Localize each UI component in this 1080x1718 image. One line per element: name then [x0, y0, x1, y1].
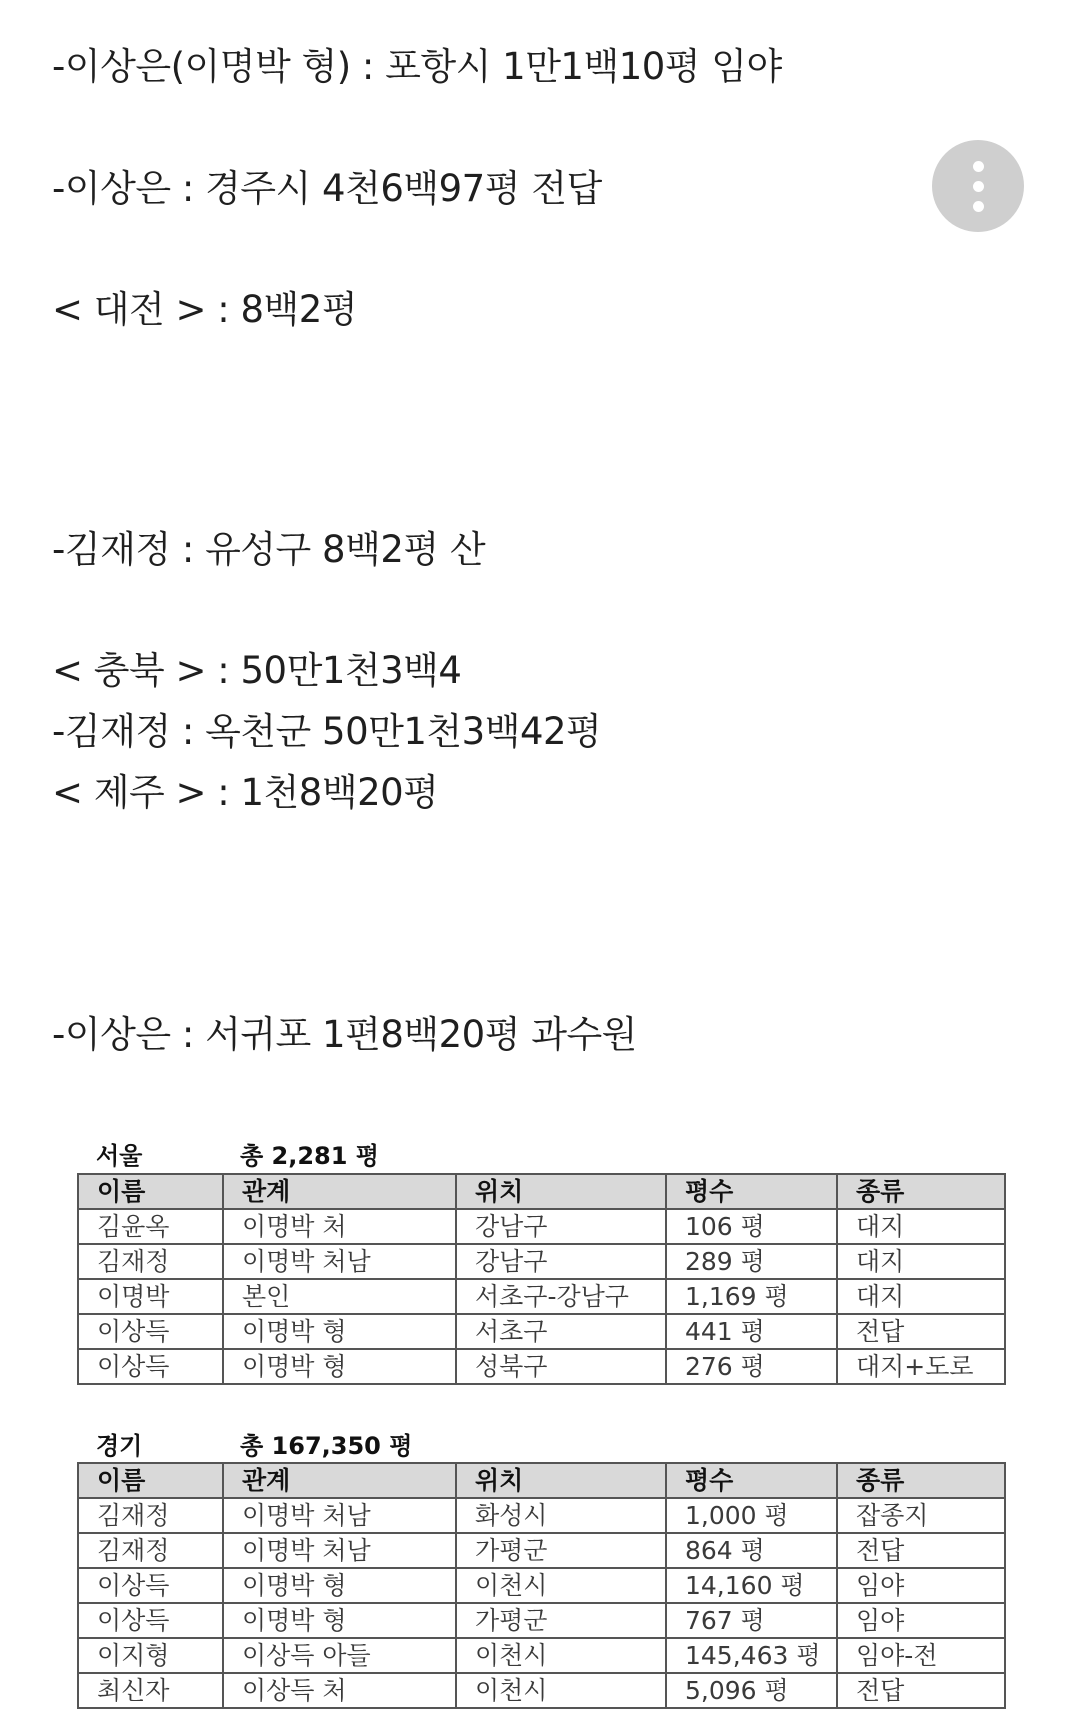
table-gyeonggi-region: 경기 — [96, 1432, 143, 1460]
col-header-area: 평수 — [666, 1463, 837, 1498]
cell-name: 김재정 — [78, 1533, 223, 1568]
table-seoul-region: 서울 — [96, 1142, 143, 1170]
table-header-row — [78, 1174, 1005, 1209]
cell-name: 이상득 — [78, 1349, 223, 1384]
col-header-relation: 관계 — [223, 1463, 456, 1498]
cell-type: 전답 — [837, 1533, 1005, 1568]
cell-area: 14,160 평 — [666, 1568, 837, 1603]
table-row — [78, 1244, 1005, 1279]
cell-area: 1,000 평 — [666, 1498, 837, 1533]
cell-name: 이상득 — [78, 1603, 223, 1638]
text-line-1: -이상은(이명박 형) : 포항시 1만1백10평 임야 — [52, 45, 782, 88]
cell-type: 잡종지 — [837, 1498, 1005, 1533]
cell-location: 화성시 — [456, 1498, 666, 1533]
table-row — [78, 1209, 1005, 1244]
text-line-4: -김재정 : 유성구 8백2평 산 — [52, 528, 486, 571]
cell-location: 이천시 — [456, 1638, 666, 1673]
cell-relation: 본인 — [223, 1279, 456, 1314]
col-header-type: 종류 — [837, 1174, 1005, 1209]
col-header-name: 이름 — [78, 1174, 223, 1209]
more-vertical-icon — [973, 161, 984, 172]
col-header-location: 위치 — [456, 1463, 666, 1498]
table-row — [78, 1349, 1005, 1384]
cell-name: 최신자 — [78, 1673, 223, 1708]
cell-relation: 이명박 형 — [223, 1314, 456, 1349]
table-row — [78, 1279, 1005, 1314]
cell-relation: 이명박 처남 — [223, 1498, 456, 1533]
table-seoul — [77, 1173, 1006, 1385]
table-seoul-header — [96, 1136, 379, 1171]
cell-area: 276 평 — [666, 1349, 837, 1384]
cell-relation: 이명박 형 — [223, 1349, 456, 1384]
cell-location: 강남구 — [456, 1209, 666, 1244]
cell-name: 김윤옥 — [78, 1209, 223, 1244]
cell-type: 임야 — [837, 1603, 1005, 1638]
table-row — [78, 1314, 1005, 1349]
table-seoul-total: 총 2,281 평 — [240, 1142, 379, 1170]
cell-location: 가평군 — [456, 1533, 666, 1568]
cell-area: 106 평 — [666, 1209, 837, 1244]
cell-location: 이천시 — [456, 1673, 666, 1708]
cell-area: 289 평 — [666, 1244, 837, 1279]
cell-relation: 이명박 처 — [223, 1209, 456, 1244]
table-row — [78, 1603, 1005, 1638]
cell-type: 임야-전 — [837, 1638, 1005, 1673]
text-line-8: -이상은 : 서귀포 1편8백20평 과수원 — [52, 1013, 637, 1056]
cell-name: 이상득 — [78, 1314, 223, 1349]
col-header-location: 위치 — [456, 1174, 666, 1209]
text-line-7: < 제주 > : 1천8백20평 — [52, 771, 439, 814]
cell-area: 1,169 평 — [666, 1279, 837, 1314]
cell-name: 이지형 — [78, 1638, 223, 1673]
cell-location: 서초구 — [456, 1314, 666, 1349]
cell-type: 전답 — [837, 1673, 1005, 1708]
cell-type: 임야 — [837, 1568, 1005, 1603]
text-line-3: < 대전 > : 8백2평 — [52, 288, 358, 331]
table-row — [78, 1673, 1005, 1708]
cell-name: 김재정 — [78, 1244, 223, 1279]
cell-relation: 이상득 아들 — [223, 1638, 456, 1673]
more-vertical-icon-dot — [973, 181, 984, 192]
cell-area: 145,463 평 — [666, 1638, 837, 1673]
col-header-relation: 관계 — [223, 1174, 456, 1209]
cell-area: 441 평 — [666, 1314, 837, 1349]
table-row — [78, 1638, 1005, 1673]
cell-area: 767 평 — [666, 1603, 837, 1638]
cell-location: 가평군 — [456, 1603, 666, 1638]
cell-location: 서초구-강남구 — [456, 1279, 666, 1314]
table-header-row — [78, 1463, 1005, 1498]
cell-type: 대지 — [837, 1279, 1005, 1314]
table-row — [78, 1533, 1005, 1568]
cell-type: 전답 — [837, 1314, 1005, 1349]
cell-type: 대지 — [837, 1209, 1005, 1244]
table-row — [78, 1568, 1005, 1603]
cell-location: 강남구 — [456, 1244, 666, 1279]
cell-relation: 이명박 형 — [223, 1568, 456, 1603]
cell-relation: 이명박 처남 — [223, 1533, 456, 1568]
cell-area: 864 평 — [666, 1533, 837, 1568]
cell-relation: 이명박 처남 — [223, 1244, 456, 1279]
table-gyeonggi-header — [96, 1426, 413, 1461]
text-line-6: -김재정 : 옥천군 50만1천3백42평 — [52, 710, 602, 753]
cell-location: 성북구 — [456, 1349, 666, 1384]
table-gyeonggi — [77, 1462, 1006, 1709]
text-line-5: < 충북 > : 50만1천3백4 — [52, 649, 462, 692]
text-line-2: -이상은 : 경주시 4천6백97평 전답 — [52, 167, 602, 210]
col-header-name: 이름 — [78, 1463, 223, 1498]
cell-type: 대지 — [837, 1244, 1005, 1279]
table-gyeonggi-total: 총 167,350 평 — [240, 1432, 413, 1460]
table-row — [78, 1498, 1005, 1533]
cell-relation: 이상득 처 — [223, 1673, 456, 1708]
cell-name: 이명박 — [78, 1279, 223, 1314]
more-vertical-icon-dot — [973, 201, 984, 212]
cell-name: 김재정 — [78, 1498, 223, 1533]
col-header-type: 종류 — [837, 1463, 1005, 1498]
cell-type: 대지+도로 — [837, 1349, 1005, 1384]
col-header-area: 평수 — [666, 1174, 837, 1209]
cell-area: 5,096 평 — [666, 1673, 837, 1708]
cell-name: 이상득 — [78, 1568, 223, 1603]
more-options-button[interactable] — [932, 140, 1024, 232]
cell-relation: 이명박 형 — [223, 1603, 456, 1638]
cell-location: 이천시 — [456, 1568, 666, 1603]
